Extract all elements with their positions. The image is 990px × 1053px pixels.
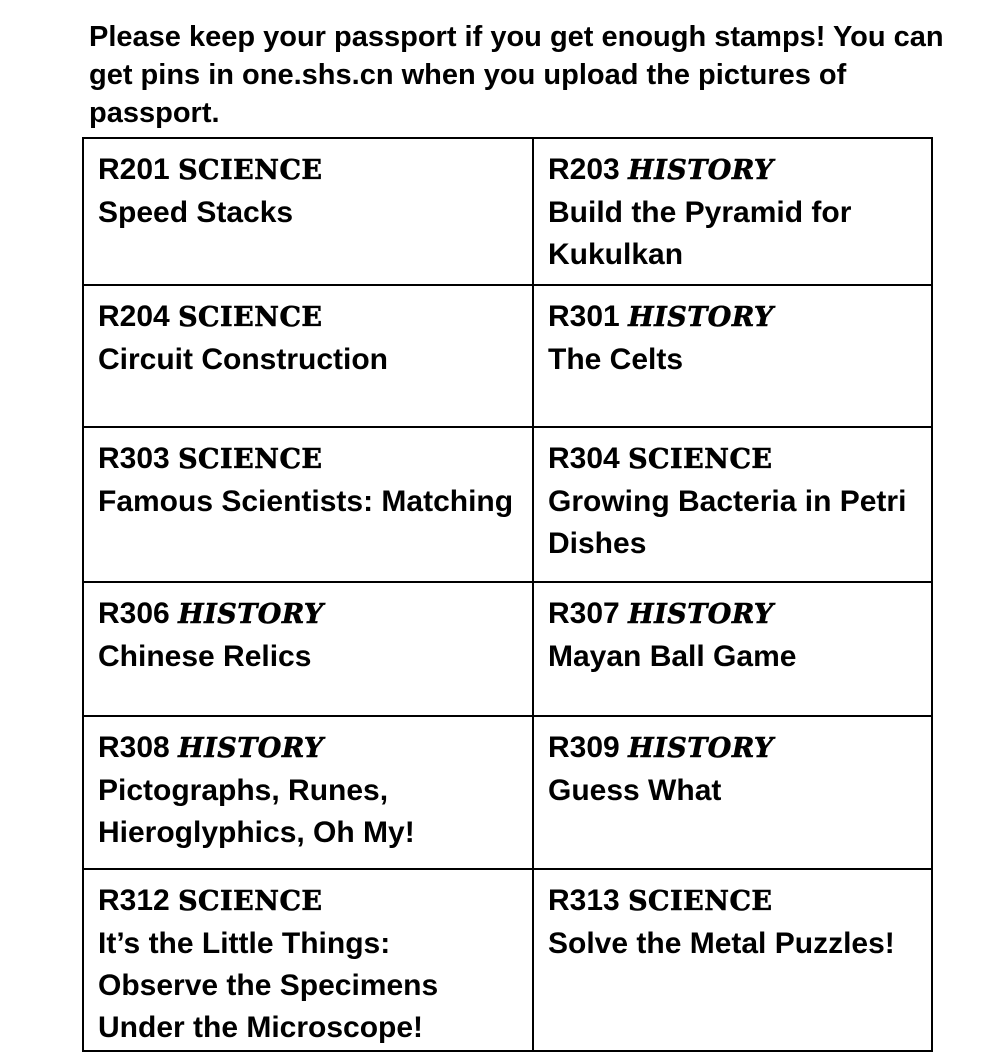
room-code: R312 xyxy=(98,884,170,917)
room-line xyxy=(548,296,917,339)
room-line xyxy=(98,593,518,636)
table-row xyxy=(83,716,932,869)
table-row xyxy=(83,285,932,427)
room-line xyxy=(98,438,518,481)
room-line xyxy=(98,149,518,192)
room-line xyxy=(548,593,917,636)
subject-label: SCIENCE xyxy=(178,302,323,333)
activity-cell xyxy=(533,869,932,1051)
subject-label: HISTORY xyxy=(628,155,774,186)
room-line xyxy=(548,727,917,770)
activity-name: Guess What xyxy=(548,774,722,807)
activity-cell xyxy=(83,138,533,285)
subject-label: SCIENCE xyxy=(178,886,323,917)
room-code: R313 xyxy=(548,884,620,917)
subject-label: HISTORY xyxy=(628,302,774,333)
activity-cell xyxy=(533,285,932,427)
activity-name: Solve the Metal Puzzles! xyxy=(548,927,895,960)
room-line xyxy=(98,296,518,339)
activity-name: Mayan Ball Game xyxy=(548,640,797,673)
intro-text: Please keep your passport if you get enough stamps! You can get pins in one.shs.cn when you upload the pictures of passport. xyxy=(89,21,944,129)
activity-name: Chinese Relics xyxy=(98,640,312,673)
activity-cell xyxy=(533,427,932,582)
room-code: R309 xyxy=(548,731,620,764)
room-code: R308 xyxy=(98,731,170,764)
subject-label: SCIENCE xyxy=(178,155,323,186)
table-row xyxy=(83,582,932,716)
subject-label: HISTORY xyxy=(178,599,324,630)
activity-name: Speed Stacks xyxy=(98,196,294,229)
activity-name: It’s the Little Things: Observe the Specimens Under the Microscope! xyxy=(98,927,439,1044)
activity-cell xyxy=(83,582,533,716)
subject-label: SCIENCE xyxy=(628,886,773,917)
room-code: R201 xyxy=(98,153,170,186)
table-row xyxy=(83,427,932,582)
activity-cell xyxy=(83,285,533,427)
passport-table xyxy=(82,137,933,1052)
activity-name: Build the Pyramid for Kukulkan xyxy=(548,196,852,271)
room-line xyxy=(98,880,518,923)
room-line xyxy=(98,727,518,770)
table-row xyxy=(83,869,932,1051)
room-line xyxy=(548,880,917,923)
activity-name: Growing Bacteria in Petri Dishes xyxy=(548,485,907,560)
activity-cell xyxy=(533,716,932,869)
activity-cell xyxy=(83,427,533,582)
room-code: R204 xyxy=(98,300,170,333)
subject-label: SCIENCE xyxy=(178,444,323,475)
room-code: R307 xyxy=(548,597,620,630)
activity-name: The Celts xyxy=(548,343,684,376)
room-code: R301 xyxy=(548,300,620,333)
activity-cell xyxy=(533,138,932,285)
activity-cell xyxy=(83,716,533,869)
subject-label: HISTORY xyxy=(628,599,774,630)
activity-cell xyxy=(83,869,533,1051)
subject-label: HISTORY xyxy=(178,733,324,764)
subject-label: SCIENCE xyxy=(628,444,773,475)
table-row xyxy=(83,138,932,285)
activity-name: Famous Scientists: Matching xyxy=(98,485,514,518)
room-code: R203 xyxy=(548,153,620,186)
subject-label: HISTORY xyxy=(628,733,774,764)
room-code: R303 xyxy=(98,442,170,475)
activity-name: Circuit Construction xyxy=(98,343,388,376)
activity-name: Pictographs, Runes, Hieroglyphics, Oh My! xyxy=(98,774,415,849)
room-line xyxy=(548,149,917,192)
room-code: R304 xyxy=(548,442,620,475)
room-line xyxy=(548,438,917,481)
activity-cell xyxy=(533,582,932,716)
room-code: R306 xyxy=(98,597,170,630)
